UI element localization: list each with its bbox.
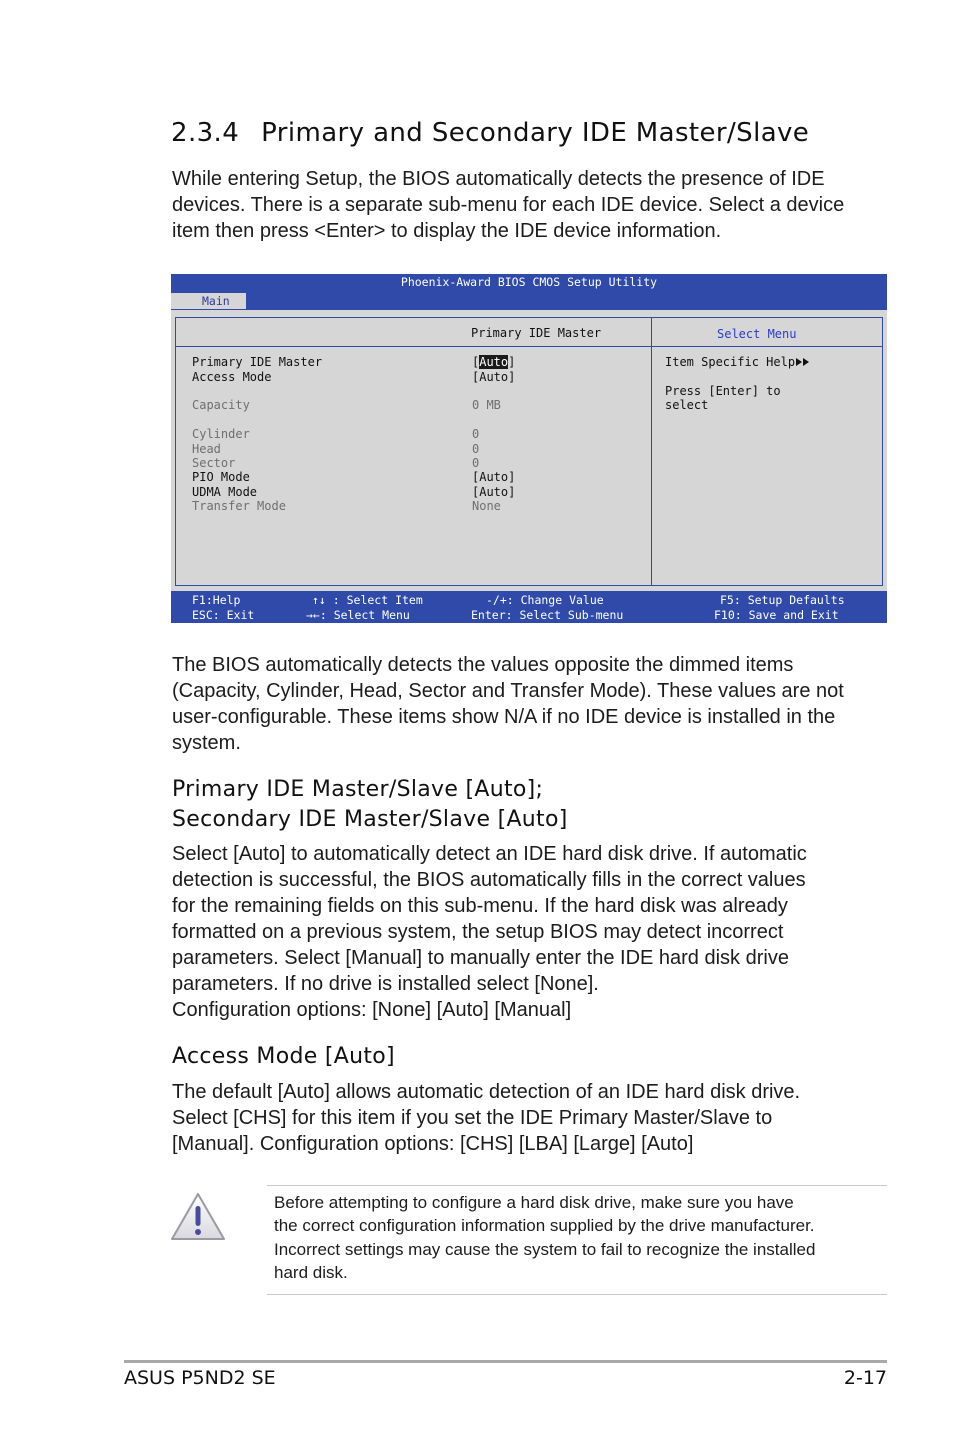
caution-note <box>274 1191 894 1284</box>
caution-triangle-icon <box>170 1192 226 1242</box>
bios-row-value: 0 <box>472 427 480 441</box>
ide-master-slave-paragraph <box>172 841 892 1023</box>
bios-row-sector <box>192 456 652 470</box>
bios-key-esc: ESC: Exit <box>192 608 255 622</box>
bios-row-access-mode[interactable] <box>192 370 652 384</box>
bios-key-change-value: -/+: Change Value <box>486 593 604 607</box>
body-line: The default [Auto] allows automatic detection of an IDE hard disk drive. <box>172 1081 801 1103</box>
bios-help-line: select <box>665 398 709 412</box>
bios-row-label: Transfer Mode <box>192 499 286 513</box>
detect-line: The BIOS automatically detects the values opposite the dimmed items <box>172 654 794 676</box>
bios-row-label: Capacity <box>192 398 250 412</box>
body-line: [Manual]. Configuration options: [CHS] [LBA] [Large] [Auto] <box>172 1133 694 1155</box>
subsection-title-access-mode <box>172 1042 395 1072</box>
note-line: the correct configuration information supplied by the drive manufacturer. <box>274 1216 815 1236</box>
footer-product-name: ASUS P5ND2 SE <box>124 1367 276 1389</box>
detect-line: (Capacity, Cylinder, Head, Sector and Transfer Mode). These values are not <box>172 680 844 702</box>
bios-row-label: Sector <box>192 456 236 470</box>
detect-line: system. <box>172 732 241 754</box>
bios-row-transfer-mode <box>192 499 652 513</box>
bios-row-value[interactable]: [Auto] <box>472 355 516 369</box>
bios-panel-header-rule <box>175 346 883 347</box>
bios-row-udma-mode[interactable] <box>192 485 652 499</box>
bios-key-select-sub-menu: Enter: Select Sub-menu <box>471 608 624 622</box>
bios-row-value[interactable]: [Auto] <box>472 485 516 499</box>
subsection-title-line: Secondary IDE Master/Slave [Auto] <box>172 807 568 832</box>
bios-key-f10: F10: Save and Exit <box>714 608 839 622</box>
bios-row-value: None <box>472 499 501 513</box>
bios-key-select-item: ↑↓ : Select Item <box>312 593 423 607</box>
body-line: Select [Auto] to automatically detect an IDE hard disk drive. If automatic <box>172 843 807 865</box>
bios-selected-value[interactable]: Auto <box>479 355 509 369</box>
access-mode-paragraph <box>172 1079 892 1157</box>
bios-tab-main[interactable]: Main <box>171 293 246 309</box>
bios-row-value: 0 <box>472 442 480 456</box>
body-line: for the remaining fields on this sub-menu. If the hard disk was already <box>172 895 788 917</box>
bios-row-value[interactable]: [Auto] <box>472 370 516 384</box>
bios-row-label: UDMA Mode <box>192 485 258 499</box>
footer-page-number: 2-17 <box>843 1367 887 1389</box>
bios-row-label: PIO Mode <box>192 470 250 484</box>
section-title-text: Primary and Secondary IDE Master/Slave <box>261 118 810 148</box>
footer-rule <box>124 1360 887 1363</box>
body-line: Configuration options: [None] [Auto] [Manual] <box>172 999 572 1021</box>
body-line: parameters. Select [Manual] to manually enter the IDE hard disk drive <box>172 947 789 969</box>
body-line: detection is successful, the BIOS automatically fills in the correct values <box>172 869 806 891</box>
bios-footer-bar <box>171 591 887 623</box>
intro-line: While entering Setup, the BIOS automatically detects the presence of IDE <box>172 168 825 190</box>
bios-panel-title: Primary IDE Master <box>471 326 602 340</box>
note-bottom-rule <box>267 1294 887 1295</box>
bios-row-capacity <box>192 398 652 412</box>
subsection-title-line: Primary IDE Master/Slave [Auto]; <box>172 777 544 802</box>
body-line: formatted on a previous system, the setup BIOS may detect incorrect <box>172 921 784 943</box>
bios-row-cylinder <box>192 427 652 441</box>
bios-help-title: Select Menu <box>717 327 797 341</box>
bios-row-head <box>192 442 652 456</box>
bios-row-label: Head <box>192 442 221 456</box>
bios-help-line: Press [Enter] to <box>665 384 781 398</box>
bios-row-primary-ide-master[interactable] <box>192 355 652 369</box>
subsection-title-ide-master-slave <box>172 775 568 835</box>
note-top-rule <box>267 1185 887 1186</box>
bios-row-value[interactable]: [Auto] <box>472 470 516 484</box>
bios-screen <box>171 274 887 623</box>
detect-line: user-configurable. These items show N/A if no IDE device is installed in the <box>172 706 836 728</box>
section-number: 2.3.4 <box>171 118 240 148</box>
bios-row-label: Primary IDE Master <box>192 355 323 369</box>
section-title <box>171 118 809 148</box>
double-chevron-right-icon <box>795 357 811 367</box>
bios-menu-bar <box>171 292 887 310</box>
detect-paragraph <box>172 652 892 756</box>
intro-paragraph <box>172 166 892 244</box>
bios-row-value: 0 <box>472 456 480 470</box>
note-line: Before attempting to configure a hard disk drive, make sure you have <box>274 1193 794 1212</box>
intro-line: devices. There is a separate sub-menu for each IDE device. Select a device <box>172 194 845 216</box>
note-line: hard disk. <box>274 1262 348 1282</box>
bios-key-f5: F5: Setup Defaults <box>720 593 845 607</box>
subsection-title-line: Access Mode [Auto] <box>172 1044 395 1069</box>
bios-row-label: Cylinder <box>192 427 250 441</box>
bios-row-pio-mode[interactable] <box>192 470 652 484</box>
bios-key-f1: F1:Help <box>192 593 241 607</box>
bios-row-value: 0 MB <box>472 398 501 412</box>
note-line: Incorrect settings may cause the system to fail to recognize the installed <box>274 1239 816 1259</box>
body-line: parameters. If no drive is installed select [None]. <box>172 973 599 995</box>
bios-key-select-menu: →←: Select Menu <box>306 608 410 622</box>
bios-help-line <box>665 355 811 369</box>
bios-title-bar: Phoenix-Award BIOS CMOS Setup Utility <box>171 274 887 292</box>
bios-row-label: Access Mode <box>192 370 272 384</box>
bios-help-text: Item Specific Help <box>665 355 796 369</box>
intro-line: item then press <Enter> to display the IDE device information. <box>172 220 722 242</box>
body-line: Select [CHS] for this item if you set the IDE Primary Master/Slave to <box>172 1107 773 1129</box>
